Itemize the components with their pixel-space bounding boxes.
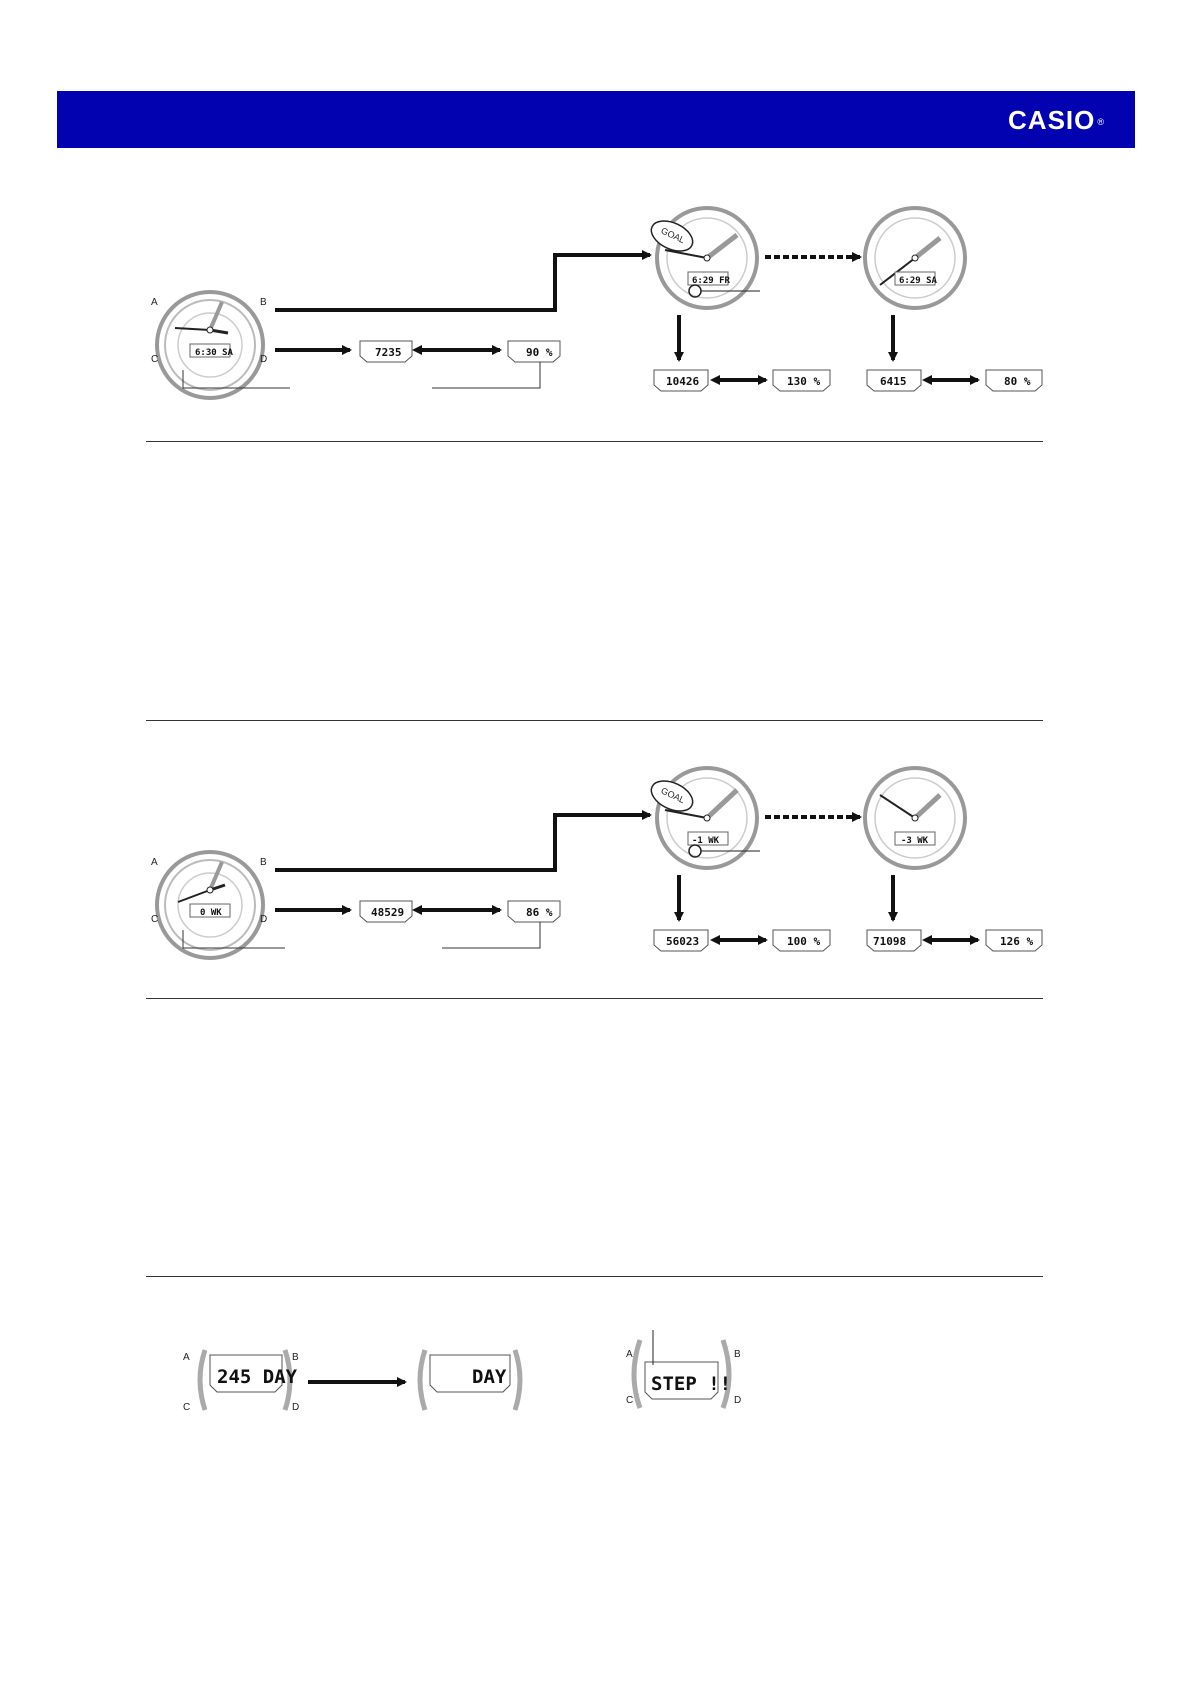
lcd-watch-2 (420, 1350, 520, 1410)
lcd-diagram (0, 1310, 1191, 1420)
header-bar (57, 91, 1135, 148)
percent-display (508, 341, 560, 362)
reached-percent-display (773, 930, 830, 951)
svg-text:B: B (734, 1349, 741, 1360)
steps-display (360, 341, 412, 362)
button-c-label: C (151, 354, 159, 365)
lcd-watch-1 (183, 1350, 299, 1413)
svg-text:D: D (734, 1395, 742, 1406)
lcd-text: 6:30 SA (195, 348, 233, 358)
later-watch (865, 208, 965, 308)
svg-text:130 %: 130 % (787, 375, 821, 388)
watch-face (157, 292, 263, 398)
later-watch (865, 768, 965, 868)
button-c-label: C (151, 914, 159, 925)
percent-display (508, 901, 560, 922)
divider (146, 998, 1043, 999)
svg-text:90 %: 90 % (526, 346, 553, 359)
svg-text:DAY: DAY (472, 1366, 507, 1388)
brand-logo: CASIO ® (1008, 105, 1105, 135)
svg-text:-1 WK: -1 WK (692, 836, 720, 846)
steps-display (360, 901, 412, 922)
watch-face (157, 852, 263, 958)
button-a-label: A (151, 857, 158, 868)
divider (146, 441, 1043, 442)
divider (146, 720, 1043, 721)
weekly-goal-diagram (0, 750, 1191, 970)
goal-watch (647, 208, 760, 308)
daily-goal-diagram (0, 190, 1191, 410)
button-b-label: B (260, 857, 267, 868)
svg-text:-3 WK: -3 WK (901, 836, 929, 846)
button-d-label: D (260, 914, 268, 925)
later-percent-display (986, 370, 1042, 391)
button-d-label: D (260, 354, 268, 365)
later-steps-display (867, 370, 921, 391)
svg-text:10426: 10426 (666, 375, 700, 388)
svg-text:0 WK: 0 WK (200, 908, 222, 918)
svg-text:126 %: 126 % (1000, 935, 1034, 948)
reached-steps-display (654, 370, 708, 391)
svg-text:100 %: 100 % (787, 935, 821, 948)
svg-text:D: D (292, 1402, 300, 1413)
svg-text:245 DAY: 245 DAY (217, 1366, 298, 1388)
svg-text:STEP !!: STEP !! (651, 1373, 732, 1395)
button-b-label: B (260, 297, 267, 308)
svg-text:6:29 SA: 6:29 SA (899, 276, 937, 286)
svg-text:80 %: 80 % (1004, 375, 1031, 388)
button-a-label: A (151, 297, 158, 308)
svg-text:A: A (183, 1352, 190, 1363)
svg-text:86 %: 86 % (526, 906, 553, 919)
divider (146, 1276, 1043, 1277)
svg-text:48529: 48529 (371, 906, 405, 919)
svg-text:6415: 6415 (880, 375, 907, 388)
svg-text:6:29 FR: 6:29 FR (692, 276, 730, 286)
later-percent-display (986, 930, 1042, 951)
later-steps-display (867, 930, 921, 951)
svg-text:A: A (626, 1349, 633, 1360)
lcd-watch-3 (626, 1330, 741, 1408)
svg-text:71098: 71098 (873, 935, 907, 948)
goal-label: GOAL (659, 225, 687, 246)
svg-text:B: B (292, 1352, 299, 1363)
reached-percent-display (773, 370, 830, 391)
goal-label: GOAL (659, 785, 687, 806)
reached-steps-display (654, 930, 708, 951)
svg-text:C: C (183, 1402, 191, 1413)
svg-text:7235: 7235 (375, 346, 402, 359)
svg-text:C: C (626, 1395, 634, 1406)
svg-text:56023: 56023 (666, 935, 700, 948)
goal-watch (647, 768, 760, 868)
